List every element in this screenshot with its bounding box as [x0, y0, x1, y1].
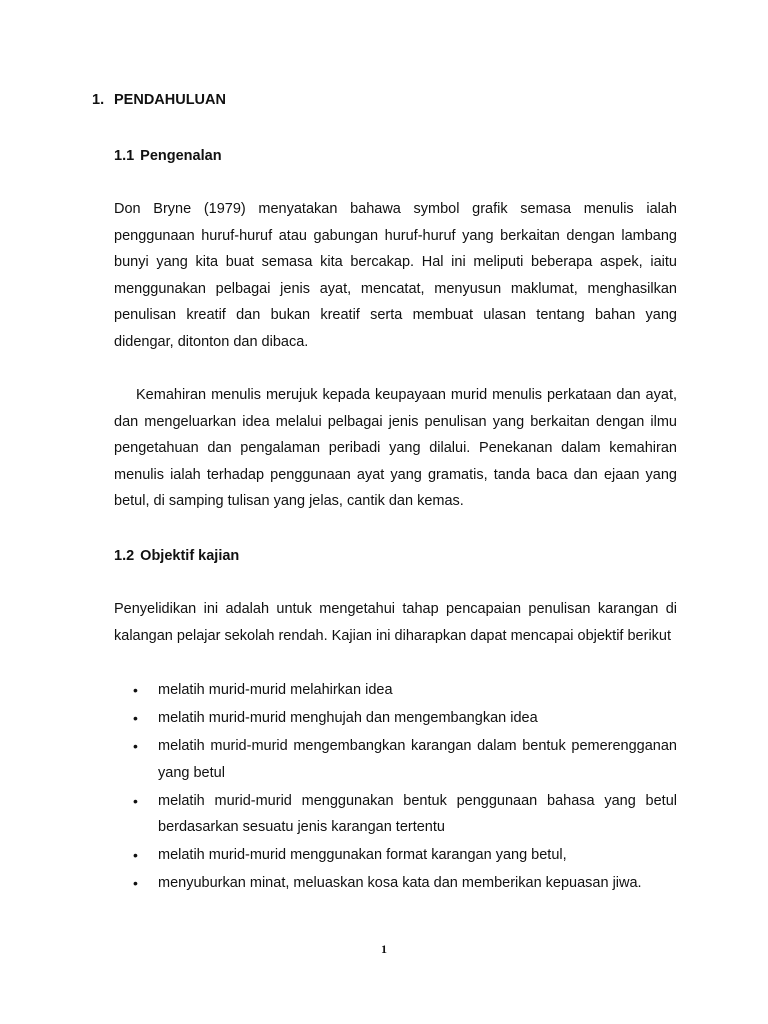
- list-item-text: melatih murid-murid menggunakan format karangan yang betul,: [158, 847, 567, 863]
- list-item-text: melatih murid-murid mengembangkan karangan dalam bentuk pemerengganan yang betul: [158, 738, 677, 781]
- section-title: PENDAHULUAN: [114, 92, 226, 108]
- list-item: [114, 842, 677, 869]
- list-item-text: melatih murid-murid menghujah dan mengembangkan idea: [158, 710, 538, 726]
- list-item: [114, 733, 677, 786]
- bullet-icon: •: [133, 738, 138, 754]
- bullet-icon: •: [133, 875, 138, 891]
- list-item: [114, 870, 677, 897]
- bullet-icon: •: [133, 710, 138, 726]
- list-item-text: melatih murid-murid melahirkan idea: [158, 682, 393, 698]
- section-number: 1.: [92, 92, 105, 108]
- subsection-number: 1.1: [114, 148, 135, 164]
- objectives-list: [114, 677, 677, 898]
- subsection-title: Objektif kajian: [140, 548, 240, 564]
- list-item: [114, 705, 677, 732]
- bullet-icon: •: [133, 792, 138, 809]
- list-item: [114, 788, 677, 841]
- list-item: [114, 677, 677, 704]
- subsection-title: Pengenalan: [140, 148, 222, 164]
- list-item-text: menyuburkan minat, meluaskan kosa kata dan memberikan kepuasan jiwa.: [158, 875, 642, 891]
- paragraph-don-bryne: Don Bryne (1979) menyatakan bahawa symbol grafik semasa menulis ialah penggunaan huruf-huruf atau gabungan huruf-huruf yang berkaitan dengan lambang bunyi yang kita buat semasa kita bercakap. Hal ini meliputi beberapa aspek, iaitu menggunakan pelbagai jenis ayat, mencatat, menyusun maklumat, menghasilkan penulisan kreatif dan bukan kreatif serta membuat ulasan tentang bahan yang didengar, ditonton dan dibaca.: [114, 201, 677, 350]
- page-number: 1: [381, 942, 387, 956]
- paragraph-kemahiran-menulis: Kemahiran menulis merujuk kepada keupayaan murid menulis perkataan dan ayat, dan mengeluarkan idea melalui pelbagai jenis penulisan yang berkaitan dengan ilmu pengetahuan dan pengalaman peribadi yang dilalui. Penekanan dalam kemahiran menulis ialah terhadap penggunaan ayat yang gramatis, tanda baca dan ejaan yang betul, di samping tulisan yang jelas, cantik dan kemas.: [114, 387, 677, 509]
- list-item-text: melatih murid-murid menggunakan bentuk penggunaan bahasa yang betul berdasarkan sesuatu jenis karangan tertentu: [158, 792, 677, 835]
- bullet-icon: •: [133, 682, 138, 698]
- subsection-heading-pengenalan: [114, 148, 222, 164]
- bullet-icon: •: [133, 847, 138, 863]
- subsection-number: 1.2: [114, 548, 135, 564]
- subsection-heading-objektif: [114, 548, 239, 564]
- section-heading-pendahuluan: [92, 92, 226, 108]
- paragraph-penyelidikan: Penyelidikan ini adalah untuk mengetahui tahap pencapaian penulisan karangan di kalangan pelajar sekolah rendah. Kajian ini diharapkan dapat mencapai objektif berikut: [114, 601, 677, 644]
